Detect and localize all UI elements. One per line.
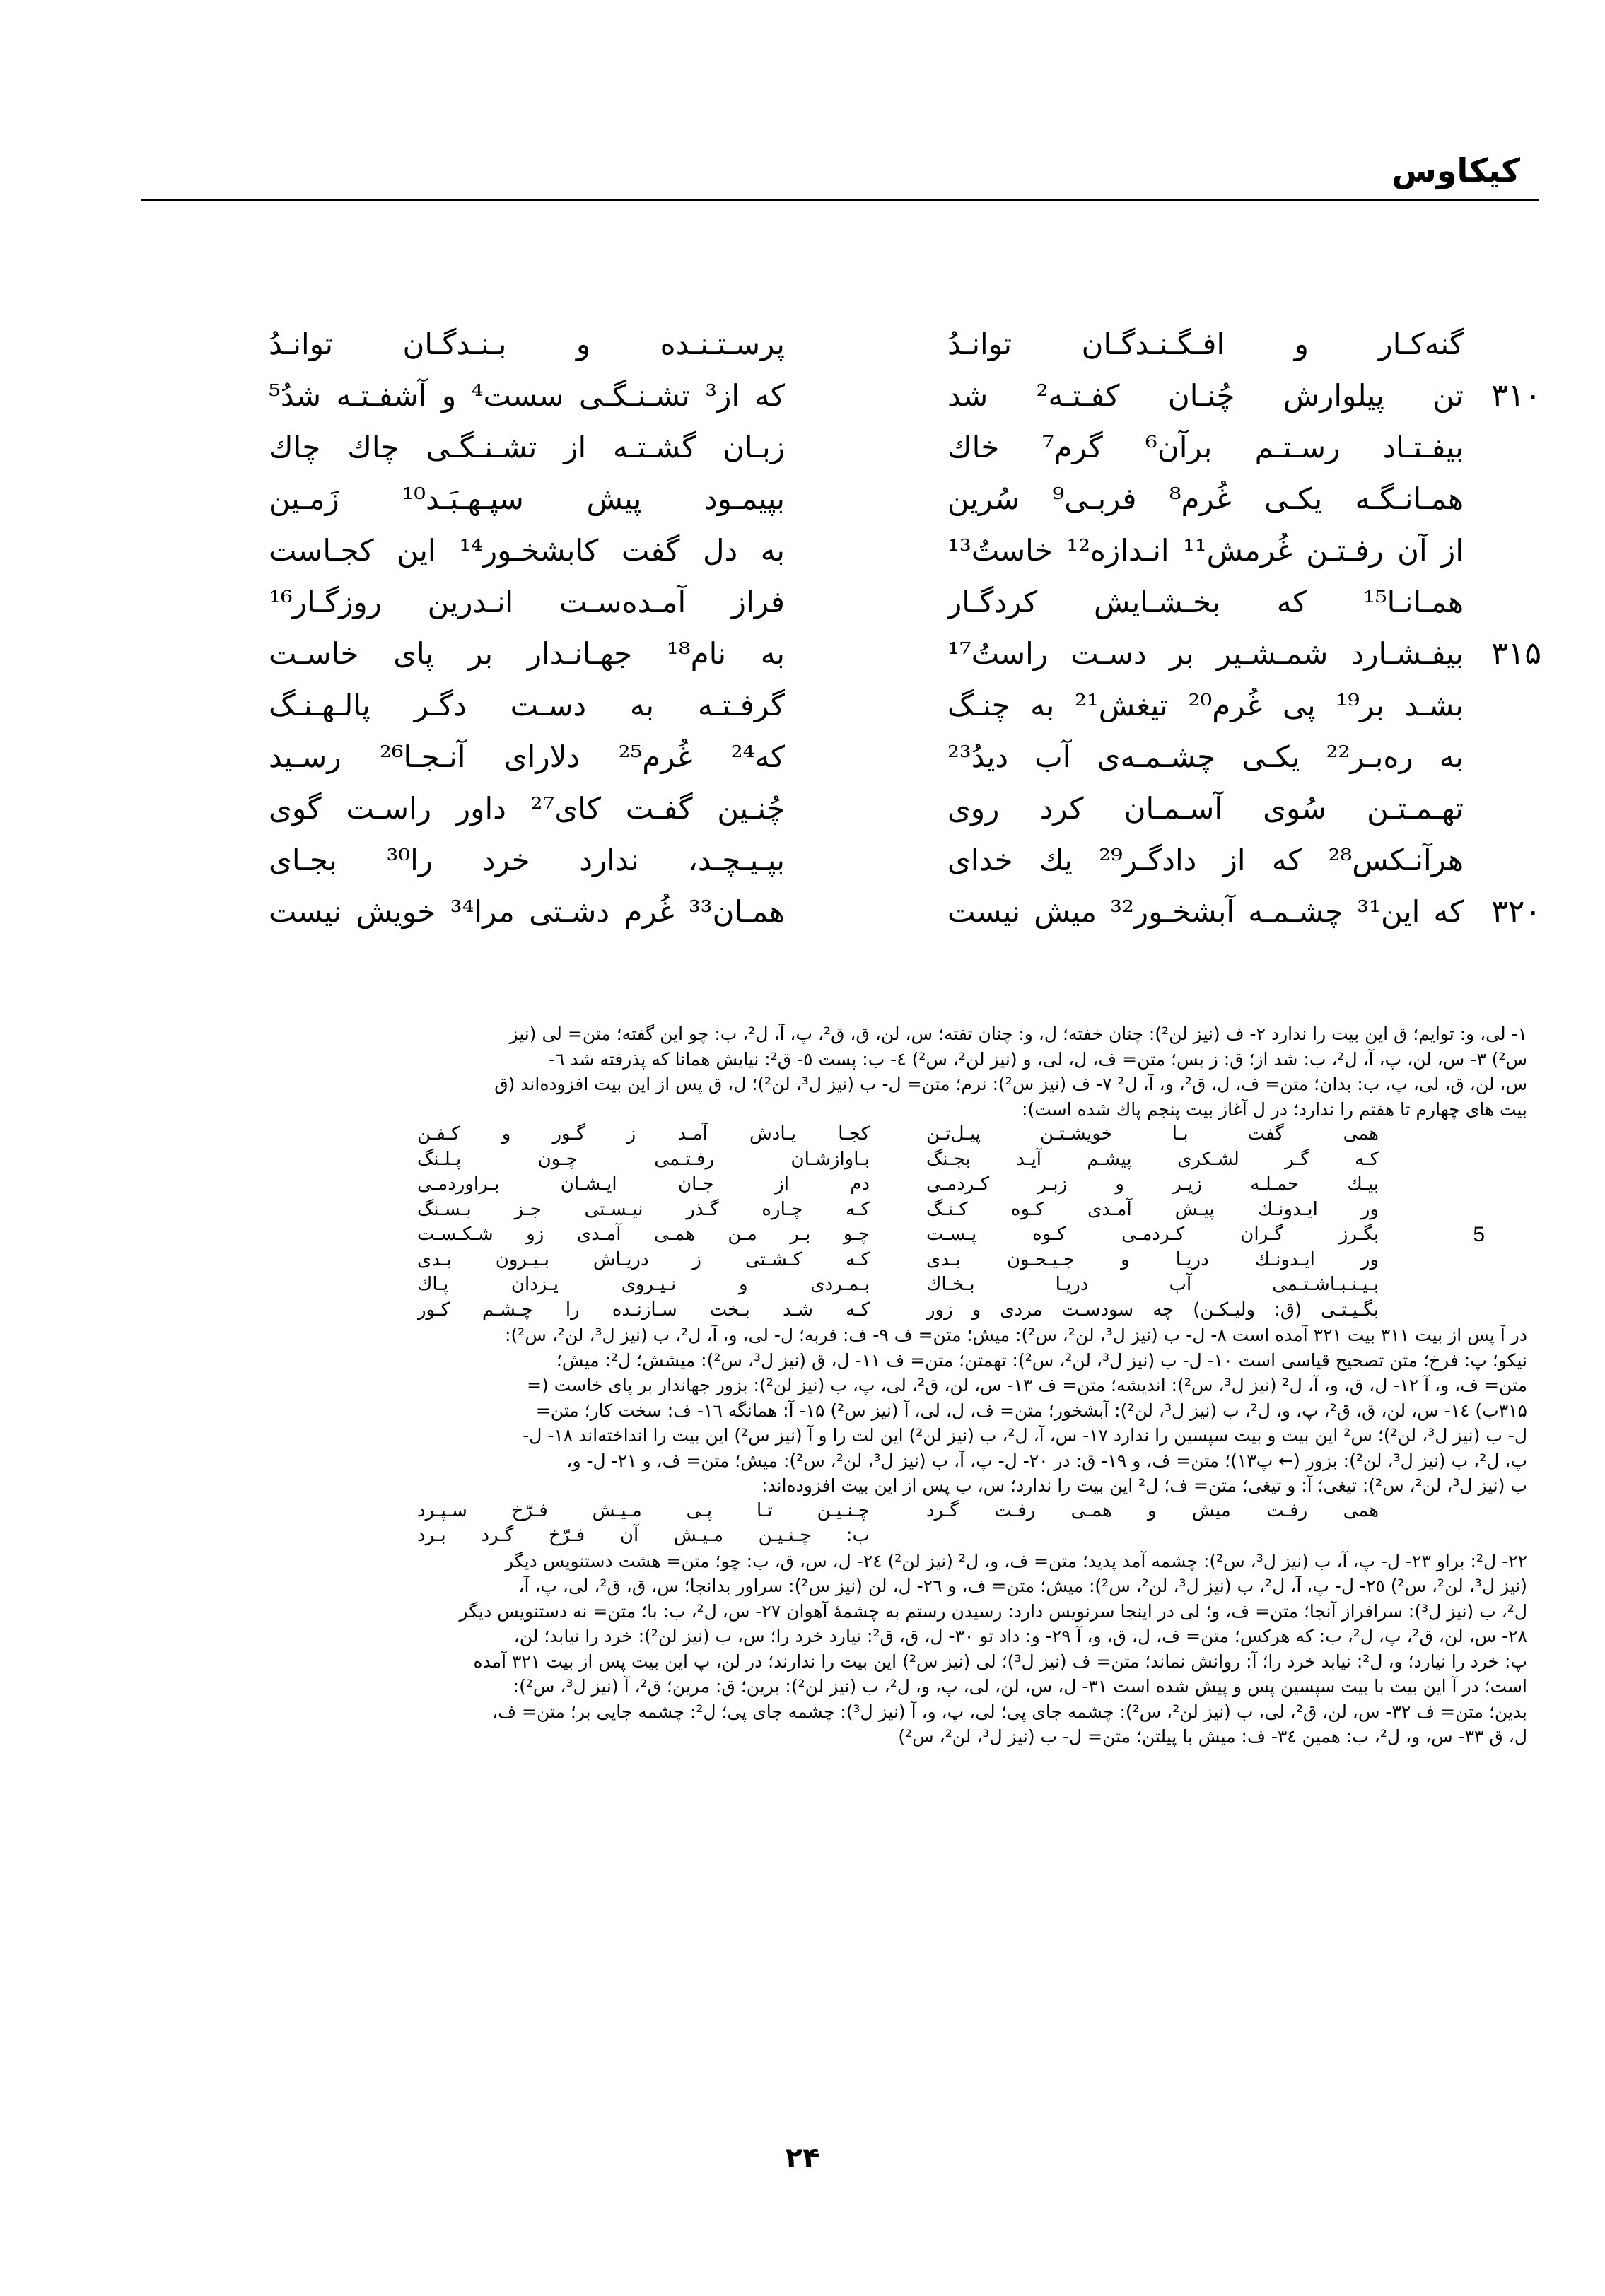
hemistich-first: بیفـتـاد رسـتـم برآن⁶ گرم⁷ خاك: [947, 430, 1464, 464]
variant-hemistich-second: کجـا یـادش آمـد ز گـور و کـفـن: [417, 1123, 870, 1144]
variant-verse: [139, 1222, 1527, 1248]
footnote-line: ۲۸- س، لن، ق²، پ، ل²، ب: که هرکس؛ متن= ف، ل، ق، و، آ ۲۹- و: داد تو ۳۰- ل، ق، ق²: نیارد خرد را؛ س، ب (نیز لن²): خرد را نیابد؛ لن،: [513, 1626, 1527, 1646]
footnote-line: ۲۲- ل²: براو ۲۳- ل- پ، آ، ب (نیز ل³، س²): چشمه آمد پدید؛ متن= ف، و، ل² (نیز لن²) ٢٤- ل، س، ق، ب: چو؛ متن= هشت دستنویس دیگر: [505, 1550, 1527, 1571]
variant-hemistich-second: کـه کـشـتی ز دریـاش بـیـرون بـدی: [417, 1248, 870, 1270]
verse-number: ۳۱۵: [1491, 636, 1541, 672]
footnote-line: بدین؛ متن= ف ۳۲- س، لن، ق²، لی، ب (نیز لن²، س²): چشمه جای پی؛ لی، پ، و، آ (نیز ل³): چشمه جای پی؛ ل²: چشمه جایی بر؛ متن= ف،: [492, 1701, 1527, 1722]
footnote-line: است؛ در آ این بیت با بیت سپسین پس و پیش شده است ۳۱- ل، س، لن، لی، پ، و، ل²، ب (نیز لن²): برین؛ ق: مرین؛ ق²، آ (نیز ل³، س²):: [513, 1676, 1527, 1697]
verse-row: [233, 421, 1464, 473]
hemistich-second: که²⁴ غُرم²⁵ دلارای آنـجـا²⁶ رسـید: [269, 739, 785, 774]
verse-row: [233, 370, 1541, 421]
footnote-line: بیت های چهارم تا هفتم را ندارد؛ در ل آغاز بیت پنجم پاك شده است):: [1022, 1099, 1527, 1120]
verse-row: [233, 731, 1464, 783]
hemistich-first: که این³¹ چشـمـه آبشخـور³² میش نیست: [947, 894, 1464, 929]
hemistich-second: چُنـین گفـت کای²⁷ داور راسـت گوی: [269, 791, 785, 826]
footnote-line: پ: خرد را نیارد؛ و، ل²: نیابد خرد را؛ آ: روانش نماند؛ متن= ف (نیز ل³)؛ لی (نیز س²) این بیت را ندارند؛ در لن، پ این بیت پس از بیت ۳۲۱ آمده: [473, 1651, 1527, 1672]
hemistich-first: بیفـشـارد شمـشـیر بر دسـت راستُ¹⁷: [947, 636, 1464, 671]
footnote-line: س²) ۳- س، لن، پ، آ، ل²، ب: شد از؛ ق: ز بس؛ متن= ف، ل، لی، و (نیز لن²، س²) ٤- ب: پست ٥- ق²: نیایش همانا که پذرفته شد ٦-: [548, 1048, 1527, 1070]
footnote-line: متن= ف، و، آ ۱۲- ل، ق، و، آ، ل² (نیز ل³، س²): اندیشه؛ متن= ف ۱۳- س، لن، ق²، لی، پ، ب (نیز لن²): بزور جهاندار بر پای خاست (=: [527, 1375, 1527, 1395]
variant-verse: [139, 1298, 1527, 1323]
variant-hemistich-first: ور ایـدونـك پیـش آمـدی کـوه کـنـگ: [926, 1198, 1379, 1220]
variant-verse: [139, 1147, 1527, 1173]
variant-hemistich-first: کـه گـر لشـکری پیشـم آیـد بجـنگ: [926, 1148, 1379, 1170]
variant-verse: [139, 1523, 1527, 1549]
hemistich-second: به نام¹⁸ جهـانـدار بر پای خاسـت: [269, 636, 785, 671]
verse-row: [233, 628, 1541, 679]
footnote-line: ل- ب (نیز ل³، لن²)؛ س² این بیت و بیت سپسین را ندارد ۱۷- س، آ، ل²، ب (نیز لن²) این لت را و آ (نیز س²) این بیت را انداخته‌اند ۱۸- ل-: [523, 1425, 1527, 1446]
hemistich-second: زبـان گشـتـه از تشـنـگـی چاك چاك: [269, 430, 785, 464]
variant-verse: [139, 1272, 1527, 1298]
verse-row: [233, 783, 1464, 834]
hemistich-second: که از³ تشـنـگـی سست⁴ و آشفـتـه شدُ⁵: [269, 378, 785, 413]
variant-hemistich-second: بـاوازشـان رفـتـمی چـون پـلـنگ: [417, 1148, 870, 1170]
variant-hemistich-first: بگـیـتـی (ق: ولیـکـن) چه سودسـت مردی و زور: [926, 1299, 1379, 1320]
footnote-line: ۳۱۵ب) ١٤- س، لن، ق، ق²، پ، و، ل²، ب (نیز ل³، لن²): آبشخور؛ متن= ف، ل، لی، آ (نیز س²) ۱۵- آ: همانگه ١٦- ف: سخت کار؛ متن=: [535, 1400, 1527, 1421]
hemistich-second: پرسـتـنـده و بـنـدگـان توانـدُ: [269, 327, 785, 361]
footnote-line: نیکو؛ پ: فرخ؛ متن تصحیح قیاسی است ۱۰- ل- ب (نیز ل³، لن²، س²): تهمتن؛ متن= ف ۱۱- ل، ق (نیز ل³، س²): میشش؛ ل²: میش؛: [556, 1349, 1527, 1371]
hemistich-first: همـانـگـه یکـی غُرم⁸ فربـی⁹ سُرین: [947, 481, 1464, 516]
hemistich-first: از آن رفـتـن غُرمش¹¹ انـدازه¹² خاستُ¹³: [947, 533, 1464, 568]
footnote-line: ب (نیز ل³، لن²، س²): تیغی؛ آ: و تیغی؛ متن= ف؛ ل² این بیت را ندارد؛ س، ب پس از این بیت افزوده‌اند:: [761, 1475, 1527, 1496]
hemistich-first: همـانـا¹⁵ که بخـشـایش کردگـار: [947, 585, 1464, 619]
verse-row: [233, 886, 1541, 937]
variant-hemistich-second: ب: چـنـیـن مـیـش آن فـرّخ گـرد بـرد: [417, 1525, 870, 1546]
hemistich-first: تهـمـتـن سُوی آسـمـان کرد روی: [947, 791, 1464, 826]
hemistich-first: بشـد بر¹⁹ پی غُرم²⁰ تیغش²¹ به چنـگ: [947, 688, 1464, 722]
hemistich-second: بپـیـچـد، ندارد خرد را³⁰ بجـای: [269, 843, 785, 877]
variant-verse: [139, 1499, 1527, 1524]
variant-verses-block: [139, 1122, 1527, 1323]
verse-row: [233, 679, 1464, 731]
running-head-title: کیکاوس: [1391, 151, 1520, 189]
variant-hemistich-second: چـنـیـن تـا پـی مـیـش فـرّخ سـپـرد: [417, 1499, 870, 1521]
hemistich-second: گرفـتـه به دسـت دگـر پالـهـنـگ: [269, 688, 785, 722]
variant-margin-number: 5: [1473, 1223, 1485, 1246]
variant-hemistich-second: دم از جـان ایـشـان بـراوردمـی: [417, 1173, 870, 1195]
hemistich-first: تن پیلوارش چُنـان کفـتـه² شد: [947, 378, 1464, 413]
verse-row: [233, 473, 1464, 525]
variant-verses-block-2: [139, 1499, 1527, 1549]
hemistich-second: فراز آمـده‌سـت انـدرین روزگـار¹⁶: [269, 585, 785, 619]
variant-hemistich-first: بـیـنـبـاشـتـمی آب دریـا بـخـاك: [926, 1274, 1379, 1295]
variant-hemistich-second: کـه چـاره گـذر نیـسـتی جـز بـسـنگ: [417, 1198, 870, 1220]
variant-verse: [139, 1172, 1527, 1197]
hemistich-second: همـان³³ غُرم دشـتی مرا³⁴ خویش نیست: [269, 894, 785, 929]
header-rule: [141, 199, 1539, 201]
variant-hemistich-second: بـمـردی و نـیـروی یـزدان پـاك: [417, 1274, 870, 1295]
footnote-line: س، لن، ق، لی، پ، ب: بدان؛ متن= ف، ل، ق²، و، آ، ل² ۷- ف (نیز س²): نرم؛ متن= ل- ب (نیز ل³، لن²)؛ ل، ق پس از این بیت افزوده‌اند (ق: [494, 1074, 1527, 1094]
verse-number: ۳۱۰: [1491, 377, 1541, 414]
verse-row: [233, 525, 1464, 576]
variant-hemistich-second: چـو بـر مـن همـی آمـدی زو شـکـسـت: [417, 1224, 870, 1245]
variant-hemistich-second: کـه شـد بـخت سـازنـده را چـشـم کـور: [417, 1299, 870, 1320]
footnote-line: در آ پس از بیت ۳۱۱ بیت ۳۲۱ آمده است ۸- ل- ب (نیز ل³، لن²، س²): میش؛ متن= ف ۹- ف: فربه؛ ل- لی، و، آ، ل²، ب (نیز ل³، لن²، س²):: [505, 1325, 1527, 1345]
variant-verse: [139, 1248, 1527, 1273]
variant-verse: [139, 1122, 1527, 1147]
footnote-line: ل، ق ۳۳- س، و، ل²، ب: همین ٣٤- ف: میش با پیلتن؛ متن= ل- ب (نیز ل³، لن²، س²): [898, 1726, 1527, 1747]
variant-verse: [139, 1197, 1527, 1223]
variant-hemistich-first: همی رفـت میش و همـی رفـت گـرد: [926, 1499, 1379, 1521]
verse-number: ۳۲۰: [1491, 894, 1541, 930]
hemistich-second: به دل گفت کابشخـور¹⁴ این کجـاست: [269, 533, 785, 568]
verse-row: [233, 576, 1464, 628]
footnote-line: پ، ل²، ب (نیز ل³، لن²): بزور (← پ۱۳)؛ متن= ف، و ۱۹- ق: در ۲۰- ل- پ، آ، ب (نیز ل³، لن²، س²): میش؛ متن= ف، و ۲۱- ل- و،: [566, 1450, 1527, 1471]
hemistich-second: بپیمـود پیش سپـهـبَـد¹⁰ زَمـین: [269, 481, 785, 516]
variant-hemistich-first: ور ایـدونـك دریـا و جـیـحـون بـدی: [926, 1248, 1379, 1270]
variant-hemistich-first: بیـك حمـلـه زیـر و زبـر کـردمـی: [926, 1173, 1379, 1195]
hemistich-first: هرآنـکس²⁸ که از دادگـر²⁹ یك خدای: [947, 843, 1464, 877]
footnote-line: (نیز ل³، لن²، س²) ۲٥- ل- پ، آ، ل²، ب (نیز ل³، لن²، س²): میش؛ متن= ف، و ٢٦- ل، لن (نیز س²): سراور بدانجا؛ س، ق، ق²، لی، پ، آ،: [518, 1576, 1527, 1596]
verse-row: [233, 318, 1464, 370]
verse-row: [233, 834, 1464, 886]
footnotes: [139, 1021, 1527, 1750]
hemistich-first: به ره‌بـر²² یکـی چشـمـه‌ی آب دیدُ²³: [947, 739, 1464, 774]
variant-hemistich-first: بگـرز گـران کـردمـی کـوه پـسـت: [926, 1224, 1379, 1245]
variant-hemistich-first: همی گفت بـا خویشـتـن پیـل‌تـن: [926, 1123, 1379, 1144]
footnote-line: ۱- لی، و: توایم؛ ق این بیت را ندارد ۲- ف (نیز لن²): چنان خفته؛ ل، و: چنان تفته؛ س، لن، ق، ق²، پ، آ، ل²، ب: چو این گفته؛ متن= لی (نیز: [509, 1024, 1527, 1044]
footnote-line: ل²، ب (نیز ل³): سرافراز آنجا؛ متن= ف، و؛ لی در اینجا سرنویس دارد: رسیدن رستم به چشمهٔ آهوان ۲۷- س، ل²، ب: با؛ متن= نه دستنویس دیگر: [459, 1600, 1527, 1622]
verse-block: [233, 318, 1541, 937]
hemistich-first: گنه‌کـار و افـگـنـدگـان توانـدُ: [947, 327, 1464, 361]
page-number: ۲۴: [785, 2142, 820, 2174]
